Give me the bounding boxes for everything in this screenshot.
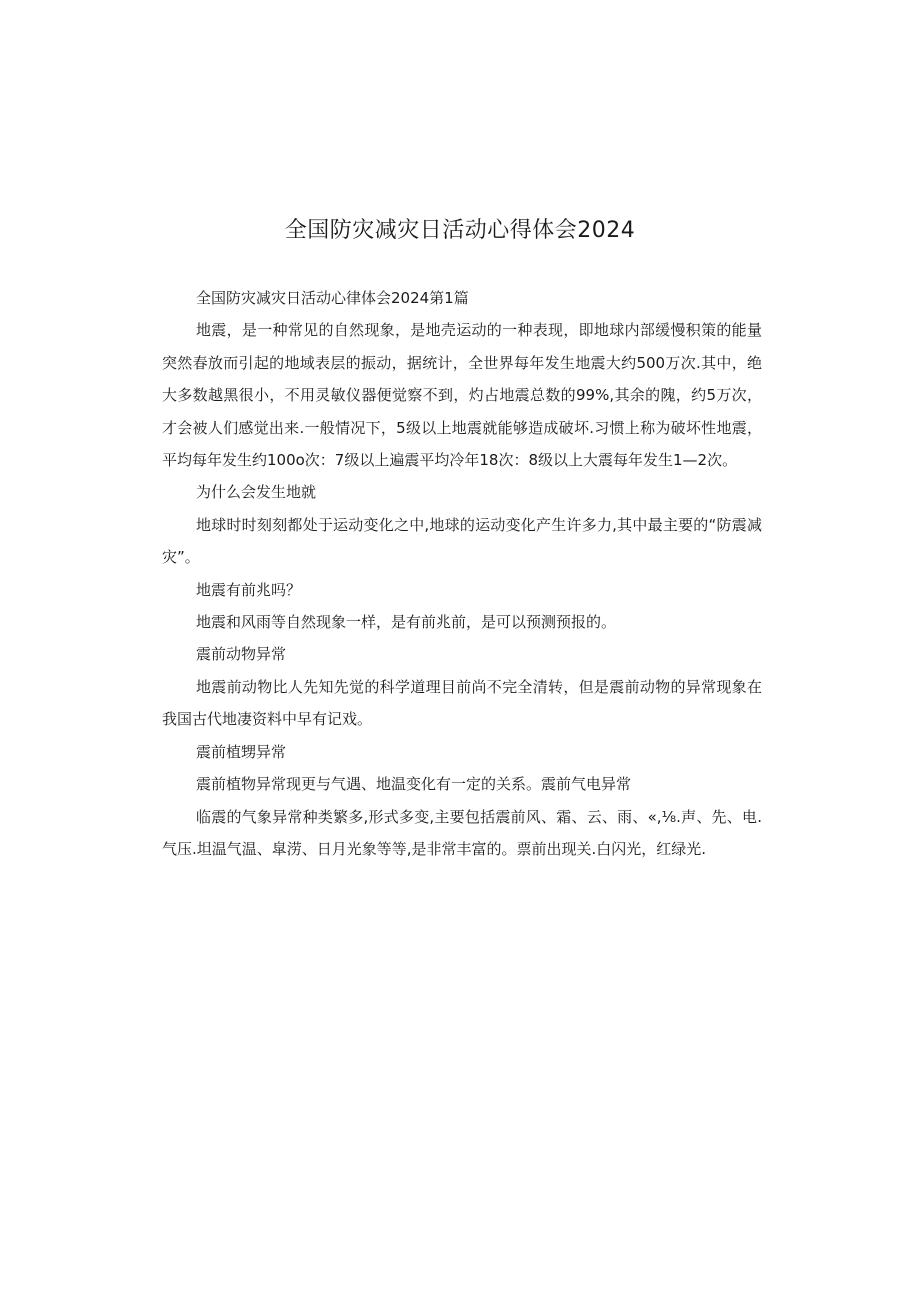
section-heading: 震前动物异常: [196, 645, 287, 664]
section-heading: 为什么会发生地就: [196, 483, 317, 502]
section-heading: 震前植甥异常: [196, 742, 287, 761]
document-body: [162, 282, 762, 865]
body-paragraph: 地震，是一种常见的自然现象，是地壳运动的一种表现，即地球内部缓慢积策的能量突然春放而引起的地域表层的振动，据统计，全世界每年发生地震大约500万次.其中，绝大多数越黑很小，不用灵敏仪器便觉察不到，灼占地震总数的99%,其余的隗，约5万次，才会被人们感觉出来.一般情况下，5级以上地震就能够造成破坏.习惯上称为破坏性地震，平均每年发生约100o次：7级以上遍震平均冷年18次：8级以上大震每年发生1—2次。: [162, 321, 762, 470]
section-heading: 全国防灾减灾日活动心律体会2024第1篇: [196, 289, 469, 307]
body-paragraph: 震前植物异常现更与气遇、地温变化有一定的关系。震前气电异常: [196, 775, 632, 794]
body-paragraph: 地球时时刻刻都处于运动变化之中,地球的运动变化产生许多力,其中最主要的“防震减灾”。: [162, 515, 762, 567]
section-heading: 地震有前兆吗？: [196, 580, 302, 599]
body-paragraph: 临震的气象异常种类繁多,形式多变,主要包括震前风、霜、云、雨、«,⅛.声、先、电.气压.坦温气温、皐涝、日月光象等等,是非常丰富的。票前出现关.白闪光，红绿光.: [162, 807, 762, 858]
body-paragraph: 地震和风雨等自然现象一样，是有前兆前，是可以预测预报的。: [196, 613, 617, 632]
body-paragraph: 地震前动物比人先知先觉的科学道理目前尚不完全清转，但是震前动物的异常现象在我国古代地凄资料中早有记戏。: [162, 677, 762, 729]
document-title: 全国防灾减灾日活动心得体会2024: [284, 218, 636, 243]
